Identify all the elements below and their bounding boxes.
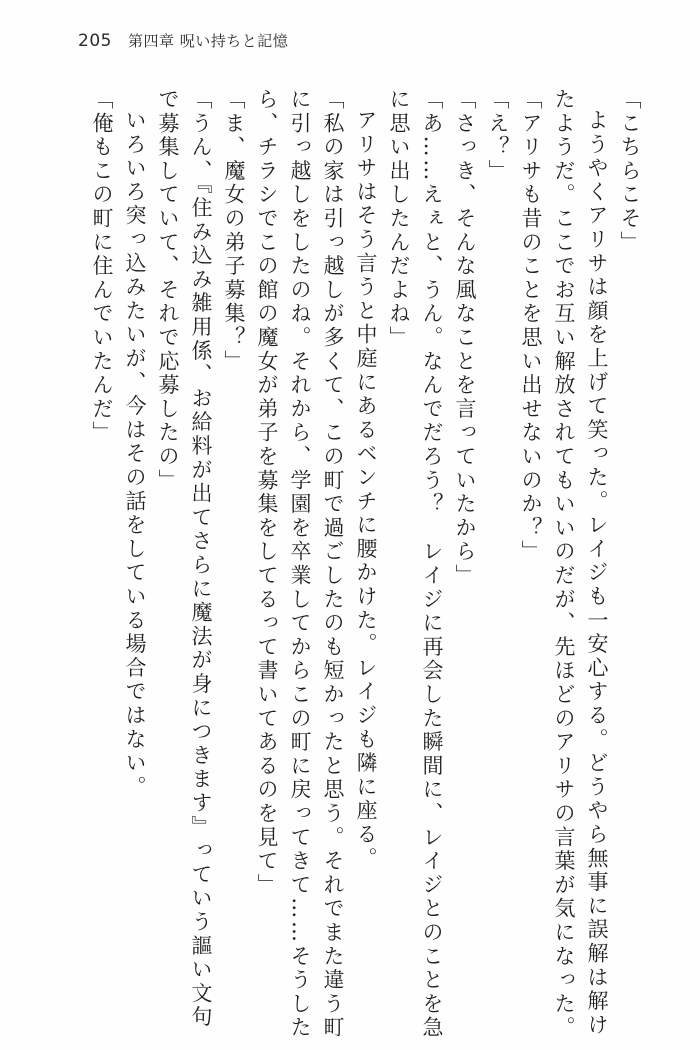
paragraph: 「え？」 — [486, 88, 510, 184]
paragraph: アリサはそう言うと中庭にあるベンチに腰かけた。レイジも隣に座る。 — [354, 109, 378, 871]
page-number: 205 — [78, 31, 112, 51]
paragraph: 「アリサも昔のことを思い出せないのか？」 — [519, 88, 543, 564]
paragraph: 「ま、魔女の弟子募集？」 — [222, 88, 246, 374]
running-head — [78, 30, 288, 51]
paragraph: 「私の家は引っ越しが多くて、この町で過ごしたのも短かったと思う。それでまた違う町に引っ越しをしたのね。それから、学園を卒業してからこの町に戻ってきて……そうしたら、チラシでこの館の魔女が弟子を募集をしてるって書いてあるのを見て」 — [255, 88, 345, 1040]
paragraph: いろいろ突っ込みたいが、今はその話をしている場合ではない。 — [123, 109, 147, 800]
paragraph: ようやくアリサは顔を上げて笑った。レイジも一安心する。どうやら無事に誤解は解けたようだ。ここでお互い解放されてもいいのだが、先ほどのアリサの言葉が気になった。 — [552, 88, 609, 1040]
paragraph: 「うん、『住み込み雑用係、お給料が出てさらに魔法が身につきます』っていう謳い文句で募集していて、それで応募したの」 — [156, 88, 213, 1030]
paragraph: 「こちらこそ」 — [618, 88, 642, 255]
paragraph: 「俺もこの町に住んでいたんだ」 — [90, 88, 114, 445]
paragraph: 「あ……えぇと、うん。なんでだろう？ レイジに再会した瞬間に、レイジとのことを急に思い出したんだよね」 — [387, 88, 444, 1040]
chapter-title: 第四章 呪い持ちと記憶 — [127, 32, 289, 50]
paragraph: 「さっき、そんな風なことを言っていたから」 — [453, 88, 477, 588]
page-text — [85, 88, 646, 1041]
